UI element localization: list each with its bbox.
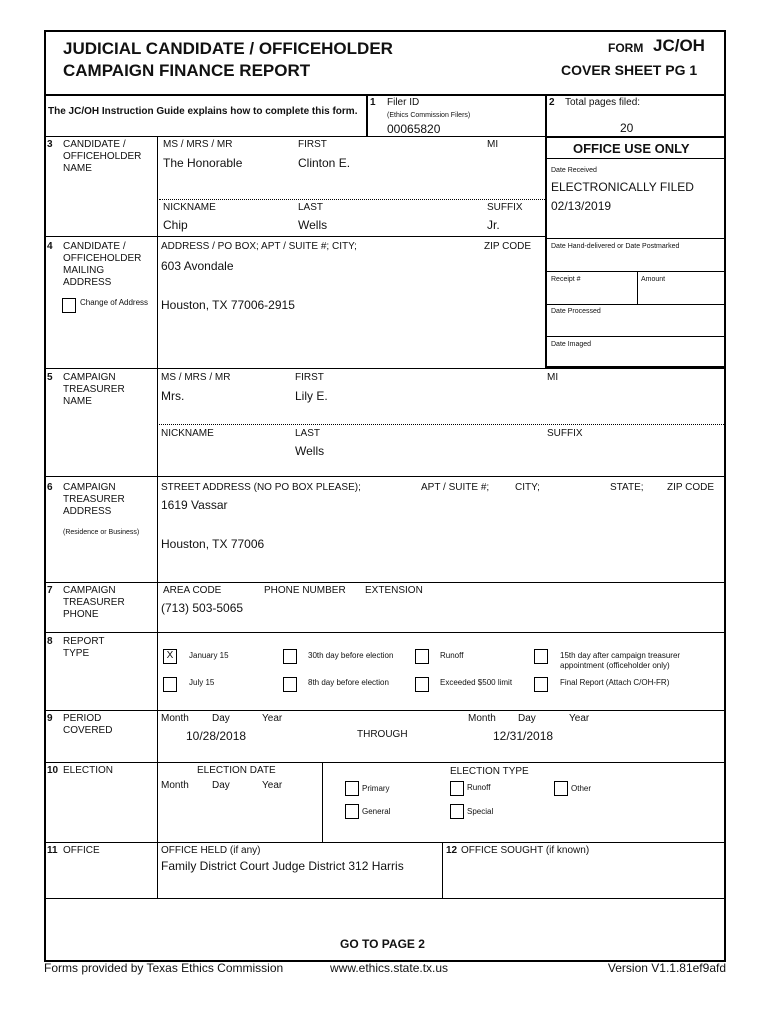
mi-label: MI [487,139,499,150]
nickname-label: NICKNAME [163,202,216,213]
last-label: LAST [298,202,324,213]
footer-version: Version V1.1.81ef9afd [607,961,726,975]
divider [44,710,726,711]
change-of-address-checkbox[interactable] [62,298,76,313]
special-label: Special [467,807,494,816]
section-number: 2 [549,97,555,108]
8th-day-checkbox[interactable] [283,677,297,692]
year-label: Year [262,780,283,791]
divider [545,94,547,136]
treasurer-phone-label-3: PHONE [63,609,99,620]
form-title-line2: CAMPAIGN FINANCE REPORT [63,61,311,80]
15th-day-label-2: appointment (officeholder only) [560,661,670,670]
divider [157,136,158,898]
divider [44,898,726,899]
mi-label: MI [547,372,559,383]
section-number: 3 [47,139,53,150]
month-label: Month [468,713,496,724]
period-label-2: COVERED [63,725,113,736]
8th-day-label: 8th day before election [308,678,389,687]
treasurer-name-label-1: CAMPAIGN [63,372,116,383]
exceeded-limit-label: Exceeded $500 limit [440,678,513,687]
general-label: General [362,807,391,816]
zip-code-label: ZIP CODE [484,241,532,252]
filer-id-sublabel: (Ethics Commission Filers) [387,112,471,119]
final-report-checkbox[interactable] [534,677,548,692]
filer-id-value[interactable]: 00065820 [387,122,441,136]
july-15-label: July 15 [189,678,215,687]
year-label: Year [569,713,590,724]
change-of-address-label: Change of Address [80,298,149,307]
year-label: Year [262,713,283,724]
period-label-1: PERIOD [63,713,102,724]
report-type-label-1: REPORT [63,636,105,647]
divider [547,238,725,239]
candidate-last-value[interactable]: Wells [298,218,328,232]
treasurer-phone-label-1: CAMPAIGN [63,585,116,596]
treasurer-address-line1[interactable]: 1619 Vassar [161,498,228,512]
day-label: Day [212,713,230,724]
election-label: ELECTION [63,765,114,776]
treasurer-title-value[interactable]: Mrs. [161,389,185,403]
divider [44,842,726,843]
period-to-value[interactable]: 12/31/2018 [493,729,554,743]
treasurer-address-label-1: CAMPAIGN [63,482,116,493]
divider [44,236,546,237]
primary-label: Primary [362,784,390,793]
office-label: OFFICE [63,845,100,856]
divider [44,94,726,96]
treasurer-first-value[interactable]: Lily E. [295,389,328,403]
hand-delivered-label: Date Hand-delivered or Date Postmarked [551,243,680,250]
office-sought-label: OFFICE SOUGHT (if known) [461,845,590,856]
residence-sublabel: (Residence or Business) [63,529,140,536]
treasurer-phone-label-2: TREASURER [63,597,125,608]
candidate-address-label-4: ADDRESS [63,277,112,288]
treasurer-name-label-2: TREASURER [63,384,125,395]
treasurer-address-label-2: TREASURER [63,494,125,505]
divider [159,199,545,200]
treasurer-name-label-3: NAME [63,396,92,407]
date-received-value: 02/13/2019 [551,199,612,213]
month-label: Month [161,780,189,791]
office-held-label: OFFICE HELD (if any) [161,845,261,856]
form-code: JC/OH [653,36,705,55]
amount-label: Amount [641,276,666,283]
january-15-label: January 15 [189,651,229,660]
suffix-label: SUFFIX [547,428,583,439]
15th-day-label-1: 15th day after campaign treasurer [560,651,681,660]
other-label: Other [571,784,592,793]
candidate-title-value[interactable]: The Honorable [163,156,243,170]
candidate-first-value[interactable]: Clinton E. [298,156,351,170]
final-report-label: Final Report (Attach C/OH-FR) [560,678,670,687]
treasurer-address-label-3: ADDRESS [63,506,112,517]
divider [547,336,725,337]
title-label: MS / MRS / MR [161,372,231,383]
section-number: 8 [47,636,53,647]
divider [322,762,323,842]
section-number: 6 [47,482,53,493]
section-number: 12 [446,845,458,856]
runoff-report-label: Runoff [440,651,464,660]
receipt-label: Receipt # [551,276,581,283]
divider [44,368,726,369]
candidate-address-line2[interactable]: Houston, TX 77006-2915 [161,298,295,312]
candidate-nickname-value[interactable]: Chip [163,218,188,232]
section-number: 1 [370,97,376,108]
section-number: 9 [47,713,53,724]
divider [442,842,443,898]
cover-sheet-label: COVER SHEET PG 1 [561,62,698,78]
primary-checkbox[interactable] [345,781,359,796]
section-number: 7 [47,585,53,596]
divider [44,476,726,477]
july-15-checkbox[interactable] [163,677,177,692]
general-checkbox[interactable] [345,804,359,819]
nickname-label: NICKNAME [161,428,214,439]
election-type-label: ELECTION TYPE [450,766,529,777]
election-date-label: ELECTION DATE [197,765,276,776]
footer-url[interactable]: www.ethics.state.tx.us [330,961,449,975]
treasurer-phone-value[interactable]: (713) 503-5065 [161,601,244,615]
phone-number-label: PHONE NUMBER [264,585,346,596]
candidate-suffix-value[interactable]: Jr. [487,218,500,232]
first-label: FIRST [298,139,327,150]
divider [44,582,726,583]
instruction-text: The JC/OH Instruction Guide explains how to complete this form. [48,106,358,117]
runoff-report-checkbox[interactable] [415,649,429,664]
date-received-label: Date Received [551,167,597,174]
zip-code-label: ZIP CODE [667,482,715,493]
last-label: LAST [295,428,321,439]
office-held-value[interactable]: Family District Court Judge District 312 Harris [161,859,404,873]
section-number: 5 [47,372,53,383]
filer-id-label: Filer ID [387,97,420,108]
30th-day-label: 30th day before election [308,651,394,660]
divider [547,304,725,305]
through-label: THROUGH [357,729,408,740]
15th-day-checkbox[interactable] [534,649,548,664]
go-to-page-2: GO TO PAGE 2 [340,937,425,951]
section-number: 4 [47,241,53,252]
report-type-label-2: TYPE [63,648,90,659]
section-number: 10 [47,765,59,776]
divider [44,136,546,137]
candidate-name-label-1: CANDIDATE / [63,139,126,150]
day-label: Day [518,713,536,724]
apt-label: APT / SUITE #; [421,482,490,493]
divider [44,632,726,633]
runoff-election-checkbox[interactable] [450,781,464,796]
runoff-election-label: Runoff [467,783,491,792]
office-use-title: OFFICE USE ONLY [573,141,690,156]
special-checkbox[interactable] [450,804,464,819]
section-number: 11 [47,845,58,856]
month-label: Month [161,713,189,724]
title-label: MS / MRS / MR [163,139,233,150]
exceeded-limit-checkbox[interactable] [415,677,429,692]
candidate-address-label-3: MAILING [63,265,105,276]
date-imaged-label: Date Imaged [551,341,592,348]
divider [547,158,725,159]
area-code-label: AREA CODE [163,585,222,596]
city-label: CITY; [515,482,540,493]
candidate-name-label-3: NAME [63,163,92,174]
treasurer-address-line2[interactable]: Houston, TX 77006 [161,537,265,551]
total-pages-value[interactable]: 20 [620,121,634,135]
filing-status: ELECTRONICALLY FILED [551,180,694,194]
divider [159,424,726,425]
divider [366,94,368,136]
first-label: FIRST [295,372,324,383]
candidate-address-label-2: OFFICEHOLDER [63,253,142,264]
30th-day-checkbox[interactable] [283,649,297,664]
candidate-name-label-2: OFFICEHOLDER [63,151,142,162]
divider [637,271,638,304]
suffix-label: SUFFIX [487,202,523,213]
street-address-label: STREET ADDRESS (NO PO BOX PLEASE); [161,482,361,493]
date-processed-label: Date Processed [551,308,601,315]
state-label: STATE; [610,482,644,493]
total-pages-label: Total pages filed: [565,97,641,108]
extension-label: EXTENSION [365,585,423,596]
day-label: Day [212,780,230,791]
form-title-line1: JUDICIAL CANDIDATE / OFFICEHOLDER [63,39,393,58]
period-from-value[interactable]: 10/28/2018 [186,729,247,743]
divider [547,271,725,272]
candidate-address-label-1: CANDIDATE / [63,241,126,252]
treasurer-last-value[interactable]: Wells [295,444,325,458]
form-label: FORM [608,41,644,55]
other-checkbox[interactable] [554,781,568,796]
footer-left: Forms provided by Texas Ethics Commission [44,961,284,975]
address-fields-label: ADDRESS / PO BOX; APT / SUITE #; CITY; [161,241,357,252]
candidate-address-line1[interactable]: 603 Avondale [161,259,234,273]
january-15-checkbox[interactable]: X [163,649,177,664]
divider [44,762,726,763]
